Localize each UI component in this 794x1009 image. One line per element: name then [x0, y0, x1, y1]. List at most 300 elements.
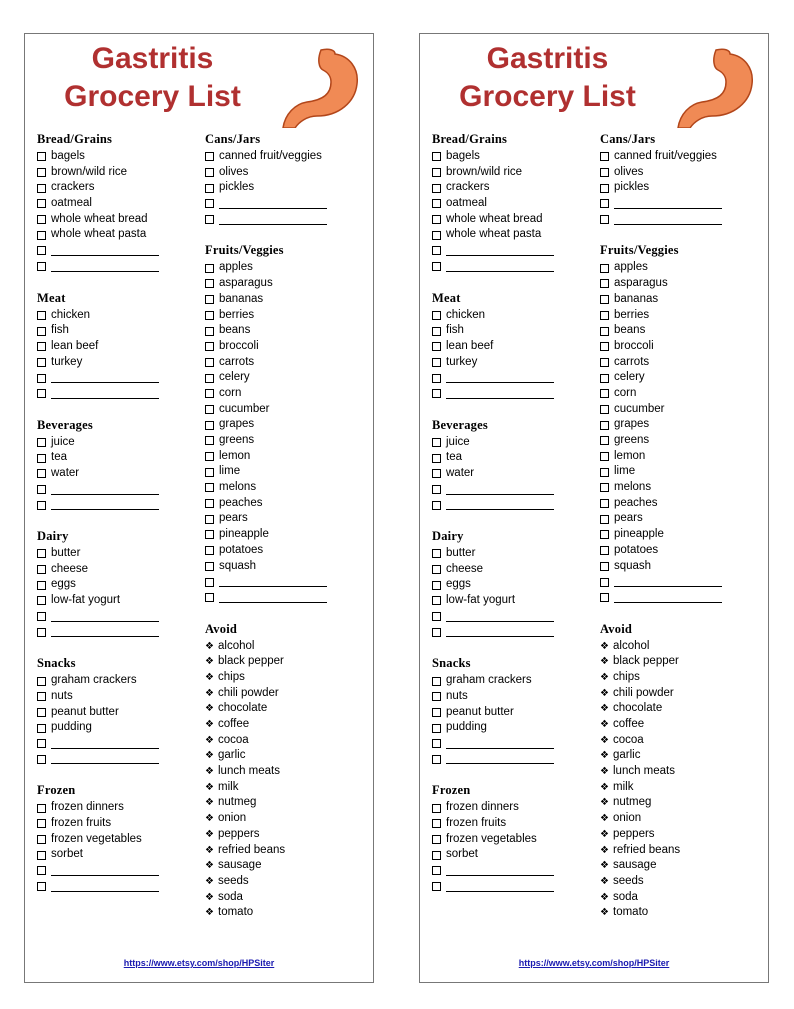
write-in-line[interactable] — [219, 199, 327, 209]
list-item[interactable] — [432, 180, 592, 196]
checkbox[interactable] — [600, 546, 609, 555]
checkbox[interactable] — [432, 262, 441, 271]
list-item[interactable] — [205, 480, 370, 496]
checkbox[interactable] — [205, 215, 214, 224]
list-item[interactable] — [37, 165, 197, 181]
write-in-line[interactable] — [446, 754, 554, 764]
write-in-line[interactable] — [446, 627, 554, 637]
list-item[interactable] — [37, 323, 197, 339]
list-item[interactable] — [600, 511, 765, 527]
checkbox[interactable] — [432, 851, 441, 860]
list-item[interactable] — [37, 149, 197, 165]
checkbox[interactable] — [432, 628, 441, 637]
avoid-item — [205, 780, 370, 796]
list-item[interactable] — [432, 673, 592, 689]
checkbox[interactable] — [432, 549, 441, 558]
checkbox[interactable] — [37, 231, 46, 240]
checkbox[interactable] — [205, 327, 214, 336]
blank-item[interactable] — [37, 879, 197, 895]
list-item[interactable] — [37, 466, 197, 482]
checkbox[interactable] — [37, 819, 46, 828]
list-item[interactable] — [37, 546, 197, 562]
checkbox[interactable] — [600, 436, 609, 445]
list-item[interactable] — [37, 212, 197, 228]
list-item[interactable] — [600, 417, 765, 433]
checkbox[interactable] — [432, 358, 441, 367]
list-item[interactable] — [600, 402, 765, 418]
checkbox[interactable] — [600, 389, 609, 398]
checkbox[interactable] — [600, 483, 609, 492]
checkbox[interactable] — [432, 327, 441, 336]
checkbox[interactable] — [37, 358, 46, 367]
checkbox[interactable] — [37, 184, 46, 193]
list-item[interactable] — [432, 800, 592, 816]
list-item[interactable] — [205, 417, 370, 433]
list-item[interactable] — [205, 260, 370, 276]
list-item[interactable] — [205, 402, 370, 418]
list-item[interactable] — [600, 543, 765, 559]
checkbox[interactable] — [205, 468, 214, 477]
checkbox[interactable] — [37, 851, 46, 860]
list-item[interactable] — [600, 386, 765, 402]
list-item[interactable] — [432, 323, 592, 339]
blank-item[interactable] — [600, 574, 765, 590]
checkbox[interactable] — [205, 184, 214, 193]
checkbox[interactable] — [205, 374, 214, 383]
checkbox[interactable] — [205, 168, 214, 177]
checkbox[interactable] — [37, 835, 46, 844]
checkbox[interactable] — [37, 739, 46, 748]
blank-item[interactable] — [205, 196, 370, 212]
checkbox[interactable] — [37, 882, 46, 891]
checkbox[interactable] — [600, 215, 609, 224]
checkbox[interactable] — [205, 342, 214, 351]
list-item[interactable] — [600, 165, 765, 181]
shop-link[interactable]: https://www.etsy.com/shop/HPSiter — [518, 958, 670, 968]
list-item[interactable] — [600, 339, 765, 355]
write-in-line[interactable] — [51, 389, 159, 399]
blank-item[interactable] — [37, 482, 197, 498]
list-item[interactable] — [432, 593, 592, 609]
blank-item[interactable] — [600, 212, 765, 228]
list-item[interactable] — [205, 433, 370, 449]
checkbox[interactable] — [600, 168, 609, 177]
list-item[interactable] — [37, 180, 197, 196]
list-item[interactable] — [432, 562, 592, 578]
item-label: broccoli — [219, 339, 259, 352]
write-in-line[interactable] — [446, 373, 554, 383]
checkbox[interactable] — [205, 499, 214, 508]
checkbox[interactable] — [432, 677, 441, 686]
list-item[interactable] — [205, 543, 370, 559]
checkbox[interactable] — [205, 515, 214, 524]
list-item[interactable] — [600, 276, 765, 292]
list-item[interactable] — [205, 386, 370, 402]
checkbox[interactable] — [600, 468, 609, 477]
list-item[interactable] — [432, 355, 592, 371]
list-item[interactable] — [432, 816, 592, 832]
list-item[interactable] — [37, 577, 197, 593]
checkbox[interactable] — [37, 389, 46, 398]
write-in-line[interactable] — [446, 882, 554, 892]
list-item[interactable] — [205, 308, 370, 324]
checkbox[interactable] — [432, 485, 441, 494]
list-item[interactable] — [432, 689, 592, 705]
checkbox[interactable] — [600, 530, 609, 539]
checkbox[interactable] — [37, 168, 46, 177]
list-item[interactable] — [432, 847, 592, 863]
checkbox[interactable] — [205, 483, 214, 492]
list-item[interactable] — [432, 435, 592, 451]
list-item[interactable] — [432, 466, 592, 482]
checkbox[interactable] — [432, 739, 441, 748]
checkbox[interactable] — [37, 199, 46, 208]
checkbox[interactable] — [432, 596, 441, 605]
checkbox[interactable] — [205, 421, 214, 430]
list-item[interactable] — [37, 227, 197, 243]
list-item[interactable] — [600, 527, 765, 543]
checkbox[interactable] — [600, 264, 609, 273]
checkbox[interactable] — [432, 819, 441, 828]
checkbox[interactable] — [600, 593, 609, 602]
checkbox[interactable] — [205, 436, 214, 445]
checkbox[interactable] — [205, 152, 214, 161]
blank-item[interactable] — [37, 497, 197, 513]
list-item[interactable] — [37, 832, 197, 848]
checkbox[interactable] — [432, 835, 441, 844]
list-item[interactable] — [432, 227, 592, 243]
list-item[interactable] — [600, 433, 765, 449]
blank-item[interactable] — [432, 863, 592, 879]
checkbox[interactable] — [37, 438, 46, 447]
checkbox[interactable] — [432, 755, 441, 764]
diamond-bullet-icon: ❖ — [600, 703, 609, 715]
checkbox[interactable] — [37, 485, 46, 494]
blank-item[interactable] — [432, 370, 592, 386]
write-in-line[interactable] — [51, 627, 159, 637]
checkbox[interactable] — [432, 565, 441, 574]
list-item[interactable] — [205, 323, 370, 339]
write-in-line[interactable] — [51, 246, 159, 256]
blank-item[interactable] — [37, 752, 197, 768]
checkbox[interactable] — [432, 184, 441, 193]
item-label: refried beans — [613, 843, 681, 856]
list-item[interactable] — [432, 149, 592, 165]
blank-item[interactable] — [432, 609, 592, 625]
checkbox[interactable] — [600, 184, 609, 193]
checkbox[interactable] — [37, 549, 46, 558]
list-item[interactable] — [600, 308, 765, 324]
list-item[interactable] — [600, 292, 765, 308]
blank-item[interactable] — [432, 736, 592, 752]
blank-item[interactable] — [205, 590, 370, 606]
checkbox[interactable] — [37, 454, 46, 463]
list-item[interactable] — [432, 832, 592, 848]
list-item[interactable] — [432, 165, 592, 181]
checkbox[interactable] — [600, 562, 609, 571]
checkbox[interactable] — [432, 469, 441, 478]
checkbox[interactable] — [37, 262, 46, 271]
checkbox[interactable] — [37, 692, 46, 701]
checkbox[interactable] — [432, 501, 441, 510]
write-in-line[interactable] — [446, 389, 554, 399]
checkbox[interactable] — [600, 279, 609, 288]
checkbox[interactable] — [205, 562, 214, 571]
checkbox[interactable] — [600, 405, 609, 414]
checkbox[interactable] — [600, 452, 609, 461]
write-in-line[interactable] — [51, 754, 159, 764]
checkbox[interactable] — [37, 311, 46, 320]
checkbox[interactable] — [37, 612, 46, 621]
list-item[interactable] — [37, 435, 197, 451]
list-item[interactable] — [205, 449, 370, 465]
avoid-item — [205, 639, 370, 655]
checkbox[interactable] — [600, 358, 609, 367]
list-item[interactable] — [600, 449, 765, 465]
checkbox[interactable] — [37, 342, 46, 351]
blank-item[interactable] — [37, 243, 197, 259]
write-in-line[interactable] — [446, 246, 554, 256]
list-item[interactable] — [37, 339, 197, 355]
section-heading: Avoid — [600, 621, 633, 636]
checkbox[interactable] — [432, 389, 441, 398]
list-item[interactable] — [205, 559, 370, 575]
write-in-line[interactable] — [219, 593, 327, 603]
checkbox[interactable] — [432, 215, 441, 224]
list-item[interactable] — [37, 562, 197, 578]
blank-item[interactable] — [432, 497, 592, 513]
list-item[interactable] — [432, 546, 592, 562]
write-in-line[interactable] — [51, 612, 159, 622]
blank-item[interactable] — [432, 879, 592, 895]
checkbox[interactable] — [432, 612, 441, 621]
checkbox[interactable] — [205, 264, 214, 273]
list-item[interactable] — [205, 165, 370, 181]
blank-item[interactable] — [432, 243, 592, 259]
write-in-line[interactable] — [446, 500, 554, 510]
checkbox[interactable] — [600, 327, 609, 336]
checkbox[interactable] — [432, 692, 441, 701]
checkbox[interactable] — [432, 438, 441, 447]
checkbox[interactable] — [432, 342, 441, 351]
checkbox[interactable] — [432, 199, 441, 208]
list-item[interactable] — [432, 308, 592, 324]
blank-item[interactable] — [37, 736, 197, 752]
write-in-line[interactable] — [219, 215, 327, 225]
list-item[interactable] — [600, 496, 765, 512]
checkbox[interactable] — [37, 246, 46, 255]
checkbox[interactable] — [432, 152, 441, 161]
list-item[interactable] — [432, 450, 592, 466]
list-item[interactable] — [37, 847, 197, 863]
list-item[interactable] — [432, 196, 592, 212]
checkbox[interactable] — [37, 374, 46, 383]
checkbox[interactable] — [205, 279, 214, 288]
blank-item[interactable] — [37, 863, 197, 879]
blank-item[interactable] — [600, 196, 765, 212]
checkbox[interactable] — [37, 565, 46, 574]
list-item[interactable] — [432, 720, 592, 736]
list-item[interactable] — [205, 149, 370, 165]
grocery-list-card-left — [24, 33, 374, 983]
checkbox[interactable] — [600, 311, 609, 320]
checkbox[interactable] — [205, 578, 214, 587]
list-item[interactable] — [600, 370, 765, 386]
checkbox[interactable] — [205, 405, 214, 414]
blank-item[interactable] — [37, 370, 197, 386]
checkbox[interactable] — [205, 593, 214, 602]
checkbox[interactable] — [432, 804, 441, 813]
checkbox[interactable] — [600, 578, 609, 587]
checkbox[interactable] — [37, 501, 46, 510]
checkbox[interactable] — [37, 708, 46, 717]
list-item[interactable] — [600, 559, 765, 575]
list-item[interactable] — [205, 496, 370, 512]
list-item[interactable] — [205, 292, 370, 308]
list-item[interactable] — [37, 689, 197, 705]
blank-item[interactable] — [432, 752, 592, 768]
blank-item[interactable] — [205, 574, 370, 590]
item-label: frozen fruits — [51, 817, 112, 829]
write-in-line[interactable] — [219, 577, 327, 587]
checkbox[interactable] — [432, 231, 441, 240]
list-item[interactable] — [205, 464, 370, 480]
checkbox[interactable] — [37, 677, 46, 686]
checkbox[interactable] — [205, 452, 214, 461]
list-item[interactable] — [205, 180, 370, 196]
checkbox[interactable] — [37, 724, 46, 733]
checkbox[interactable] — [205, 389, 214, 398]
checkbox[interactable] — [37, 469, 46, 478]
checkbox[interactable] — [432, 246, 441, 255]
checkbox[interactable] — [205, 530, 214, 539]
write-in-line[interactable] — [446, 262, 554, 272]
list-item[interactable] — [600, 260, 765, 276]
checkbox[interactable] — [37, 755, 46, 764]
checkbox[interactable] — [600, 374, 609, 383]
list-item[interactable] — [37, 673, 197, 689]
write-in-line[interactable] — [446, 612, 554, 622]
checkbox[interactable] — [37, 327, 46, 336]
write-in-line[interactable] — [51, 739, 159, 749]
write-in-line[interactable] — [51, 500, 159, 510]
list-item[interactable] — [432, 705, 592, 721]
list-item[interactable] — [432, 577, 592, 593]
checkbox[interactable] — [600, 199, 609, 208]
checkbox[interactable] — [37, 596, 46, 605]
list-item[interactable] — [37, 705, 197, 721]
checkbox[interactable] — [432, 581, 441, 590]
blank-item[interactable] — [432, 625, 592, 641]
list-item[interactable] — [205, 276, 370, 292]
write-in-line[interactable] — [51, 262, 159, 272]
blank-item[interactable] — [37, 259, 197, 275]
checkbox[interactable] — [432, 168, 441, 177]
checkbox[interactable] — [600, 499, 609, 508]
checkbox[interactable] — [432, 882, 441, 891]
checkbox[interactable] — [205, 199, 214, 208]
checkbox[interactable] — [37, 628, 46, 637]
list-item[interactable] — [37, 720, 197, 736]
checkbox[interactable] — [432, 454, 441, 463]
checkbox[interactable] — [205, 311, 214, 320]
checkbox[interactable] — [432, 374, 441, 383]
checkbox[interactable] — [37, 581, 46, 590]
write-in-line[interactable] — [446, 739, 554, 749]
write-in-line[interactable] — [614, 593, 722, 603]
checkbox[interactable] — [432, 866, 441, 875]
list-item[interactable] — [600, 464, 765, 480]
blank-item[interactable] — [600, 590, 765, 606]
write-in-line[interactable] — [614, 577, 722, 587]
write-in-line[interactable] — [614, 199, 722, 209]
list-item[interactable] — [37, 593, 197, 609]
checkbox[interactable] — [600, 152, 609, 161]
checkbox[interactable] — [37, 152, 46, 161]
list-item[interactable] — [205, 511, 370, 527]
list-item[interactable] — [600, 480, 765, 496]
write-in-line[interactable] — [51, 866, 159, 876]
blank-item[interactable] — [432, 386, 592, 402]
list-item[interactable] — [37, 355, 197, 371]
shop-link[interactable]: https://www.etsy.com/shop/HPSiter — [123, 958, 275, 968]
checkbox[interactable] — [205, 358, 214, 367]
write-in-line[interactable] — [51, 882, 159, 892]
write-in-line[interactable] — [614, 215, 722, 225]
list-item[interactable] — [205, 339, 370, 355]
blank-item[interactable] — [205, 212, 370, 228]
list-item[interactable] — [600, 355, 765, 371]
list-item[interactable] — [37, 196, 197, 212]
avoid-item — [600, 827, 765, 843]
checkbox[interactable] — [600, 421, 609, 430]
checkbox[interactable] — [600, 515, 609, 524]
list-item[interactable] — [600, 323, 765, 339]
checkbox[interactable] — [37, 866, 46, 875]
blank-item[interactable] — [37, 625, 197, 641]
checkbox[interactable] — [600, 295, 609, 304]
checkbox[interactable] — [432, 708, 441, 717]
checkbox[interactable] — [205, 546, 214, 555]
blank-item[interactable] — [432, 259, 592, 275]
blank-item[interactable] — [37, 386, 197, 402]
list-item[interactable] — [37, 816, 197, 832]
blank-item[interactable] — [432, 482, 592, 498]
write-in-line[interactable] — [51, 485, 159, 495]
list-item[interactable] — [37, 800, 197, 816]
write-in-line[interactable] — [446, 866, 554, 876]
write-in-line[interactable] — [446, 485, 554, 495]
checkbox[interactable] — [205, 295, 214, 304]
list-item[interactable] — [432, 212, 592, 228]
list-item[interactable] — [432, 339, 592, 355]
list-item[interactable] — [37, 308, 197, 324]
list-item[interactable] — [205, 355, 370, 371]
list-item[interactable] — [205, 527, 370, 543]
checkbox[interactable] — [600, 342, 609, 351]
blank-item[interactable] — [37, 609, 197, 625]
list-item[interactable] — [600, 180, 765, 196]
list-item[interactable] — [600, 149, 765, 165]
write-in-line[interactable] — [51, 373, 159, 383]
checkbox[interactable] — [432, 724, 441, 733]
avoid-item — [600, 890, 765, 906]
checkbox[interactable] — [37, 215, 46, 224]
checkbox[interactable] — [432, 311, 441, 320]
list-item[interactable] — [205, 370, 370, 386]
checkbox[interactable] — [37, 804, 46, 813]
list-item[interactable] — [37, 450, 197, 466]
